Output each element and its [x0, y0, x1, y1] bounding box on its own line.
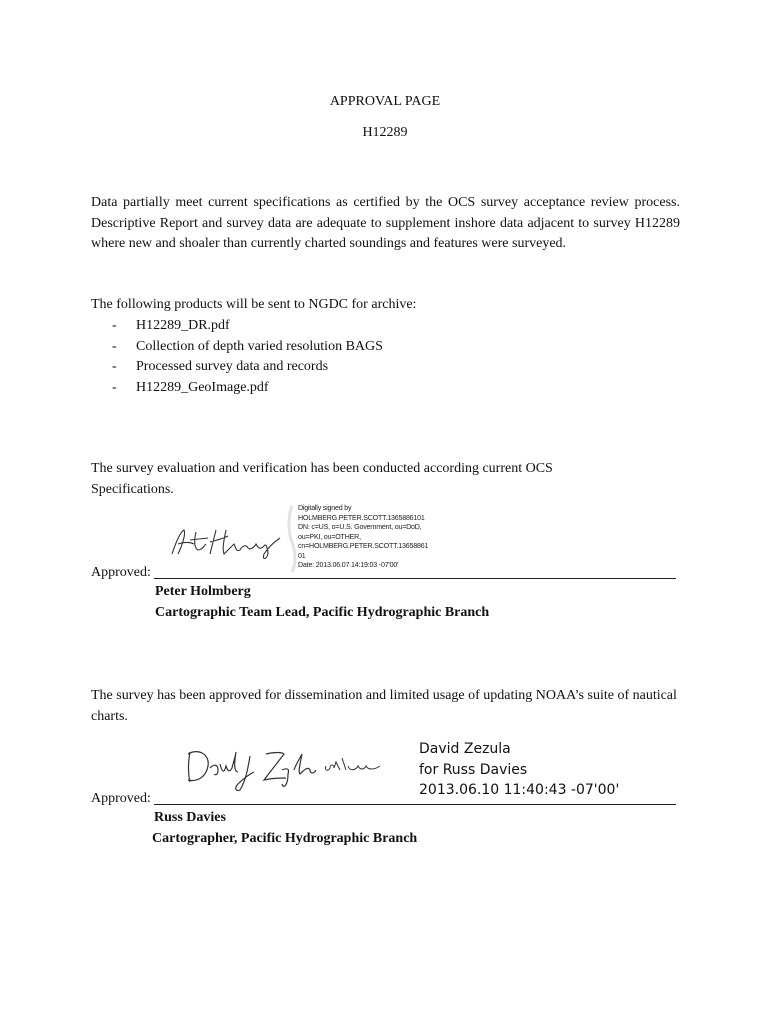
list-item: - H12289_DR.pdf: [112, 318, 230, 333]
zezula-signature-image: [184, 744, 384, 794]
intro-paragraph: Data partially meet current specifications as certified by the OCS survey acceptance review process. Descriptive Report and survey data are adequate to supplement inshore data adjacent to survey H12289 where new and shoaler than currently charted soundings and features were surveyed.: [91, 195, 680, 252]
holmberg-signature-image: [164, 520, 284, 562]
approver-name-2: Russ Davies: [154, 810, 226, 825]
approver-name-1: Peter Holmberg: [155, 584, 251, 599]
approved-label-1: Approved:: [91, 565, 151, 580]
signature-line-1: [154, 578, 676, 579]
list-item: - H12289_GeoImage.pdf: [112, 380, 269, 396]
page-title: APPROVAL PAGE: [329, 94, 441, 109]
evaluation-paragraph: The survey evaluation and verification has been conducted according current OCS Specifications.: [91, 461, 553, 497]
approved-label-2: Approved:: [91, 791, 151, 806]
survey-id: H12289: [362, 125, 408, 140]
signature-watermark-icon: [286, 502, 298, 576]
signer-note-block: David Zezula for Russ Davies 2013.06.10 11:40:43 -07'00': [419, 741, 620, 798]
approver-role-1: Cartographic Team Lead, Pacific Hydrographic Branch: [155, 605, 490, 620]
signature-line-2: [154, 804, 676, 805]
digital-signature-block: Digitally signed by HOLMBERG.PETER.SCOTT.1365886101 DN: c=US, o=U.S. Government, ou=DoD, ou=PKI, ou=OTHER, cn=HOLMBERG.PETER.SCOTT.13658861 01 Date: 2013.06.07 14:19:03 -07'00': [298, 504, 429, 569]
dissemination-paragraph: The survey has been approved for dissemination and limited usage of updating NOAA’s suite of nautical charts.: [91, 688, 677, 724]
products-list: [112, 316, 383, 399]
list-item: - Processed survey data and records: [112, 359, 329, 375]
approver-role-2: Cartographer, Pacific Hydrographic Branch: [152, 831, 418, 846]
products-lead: The following products will be sent to NGDC for archive:: [91, 297, 417, 312]
list-item: - Collection of depth varied resolution BAGS: [112, 338, 383, 354]
